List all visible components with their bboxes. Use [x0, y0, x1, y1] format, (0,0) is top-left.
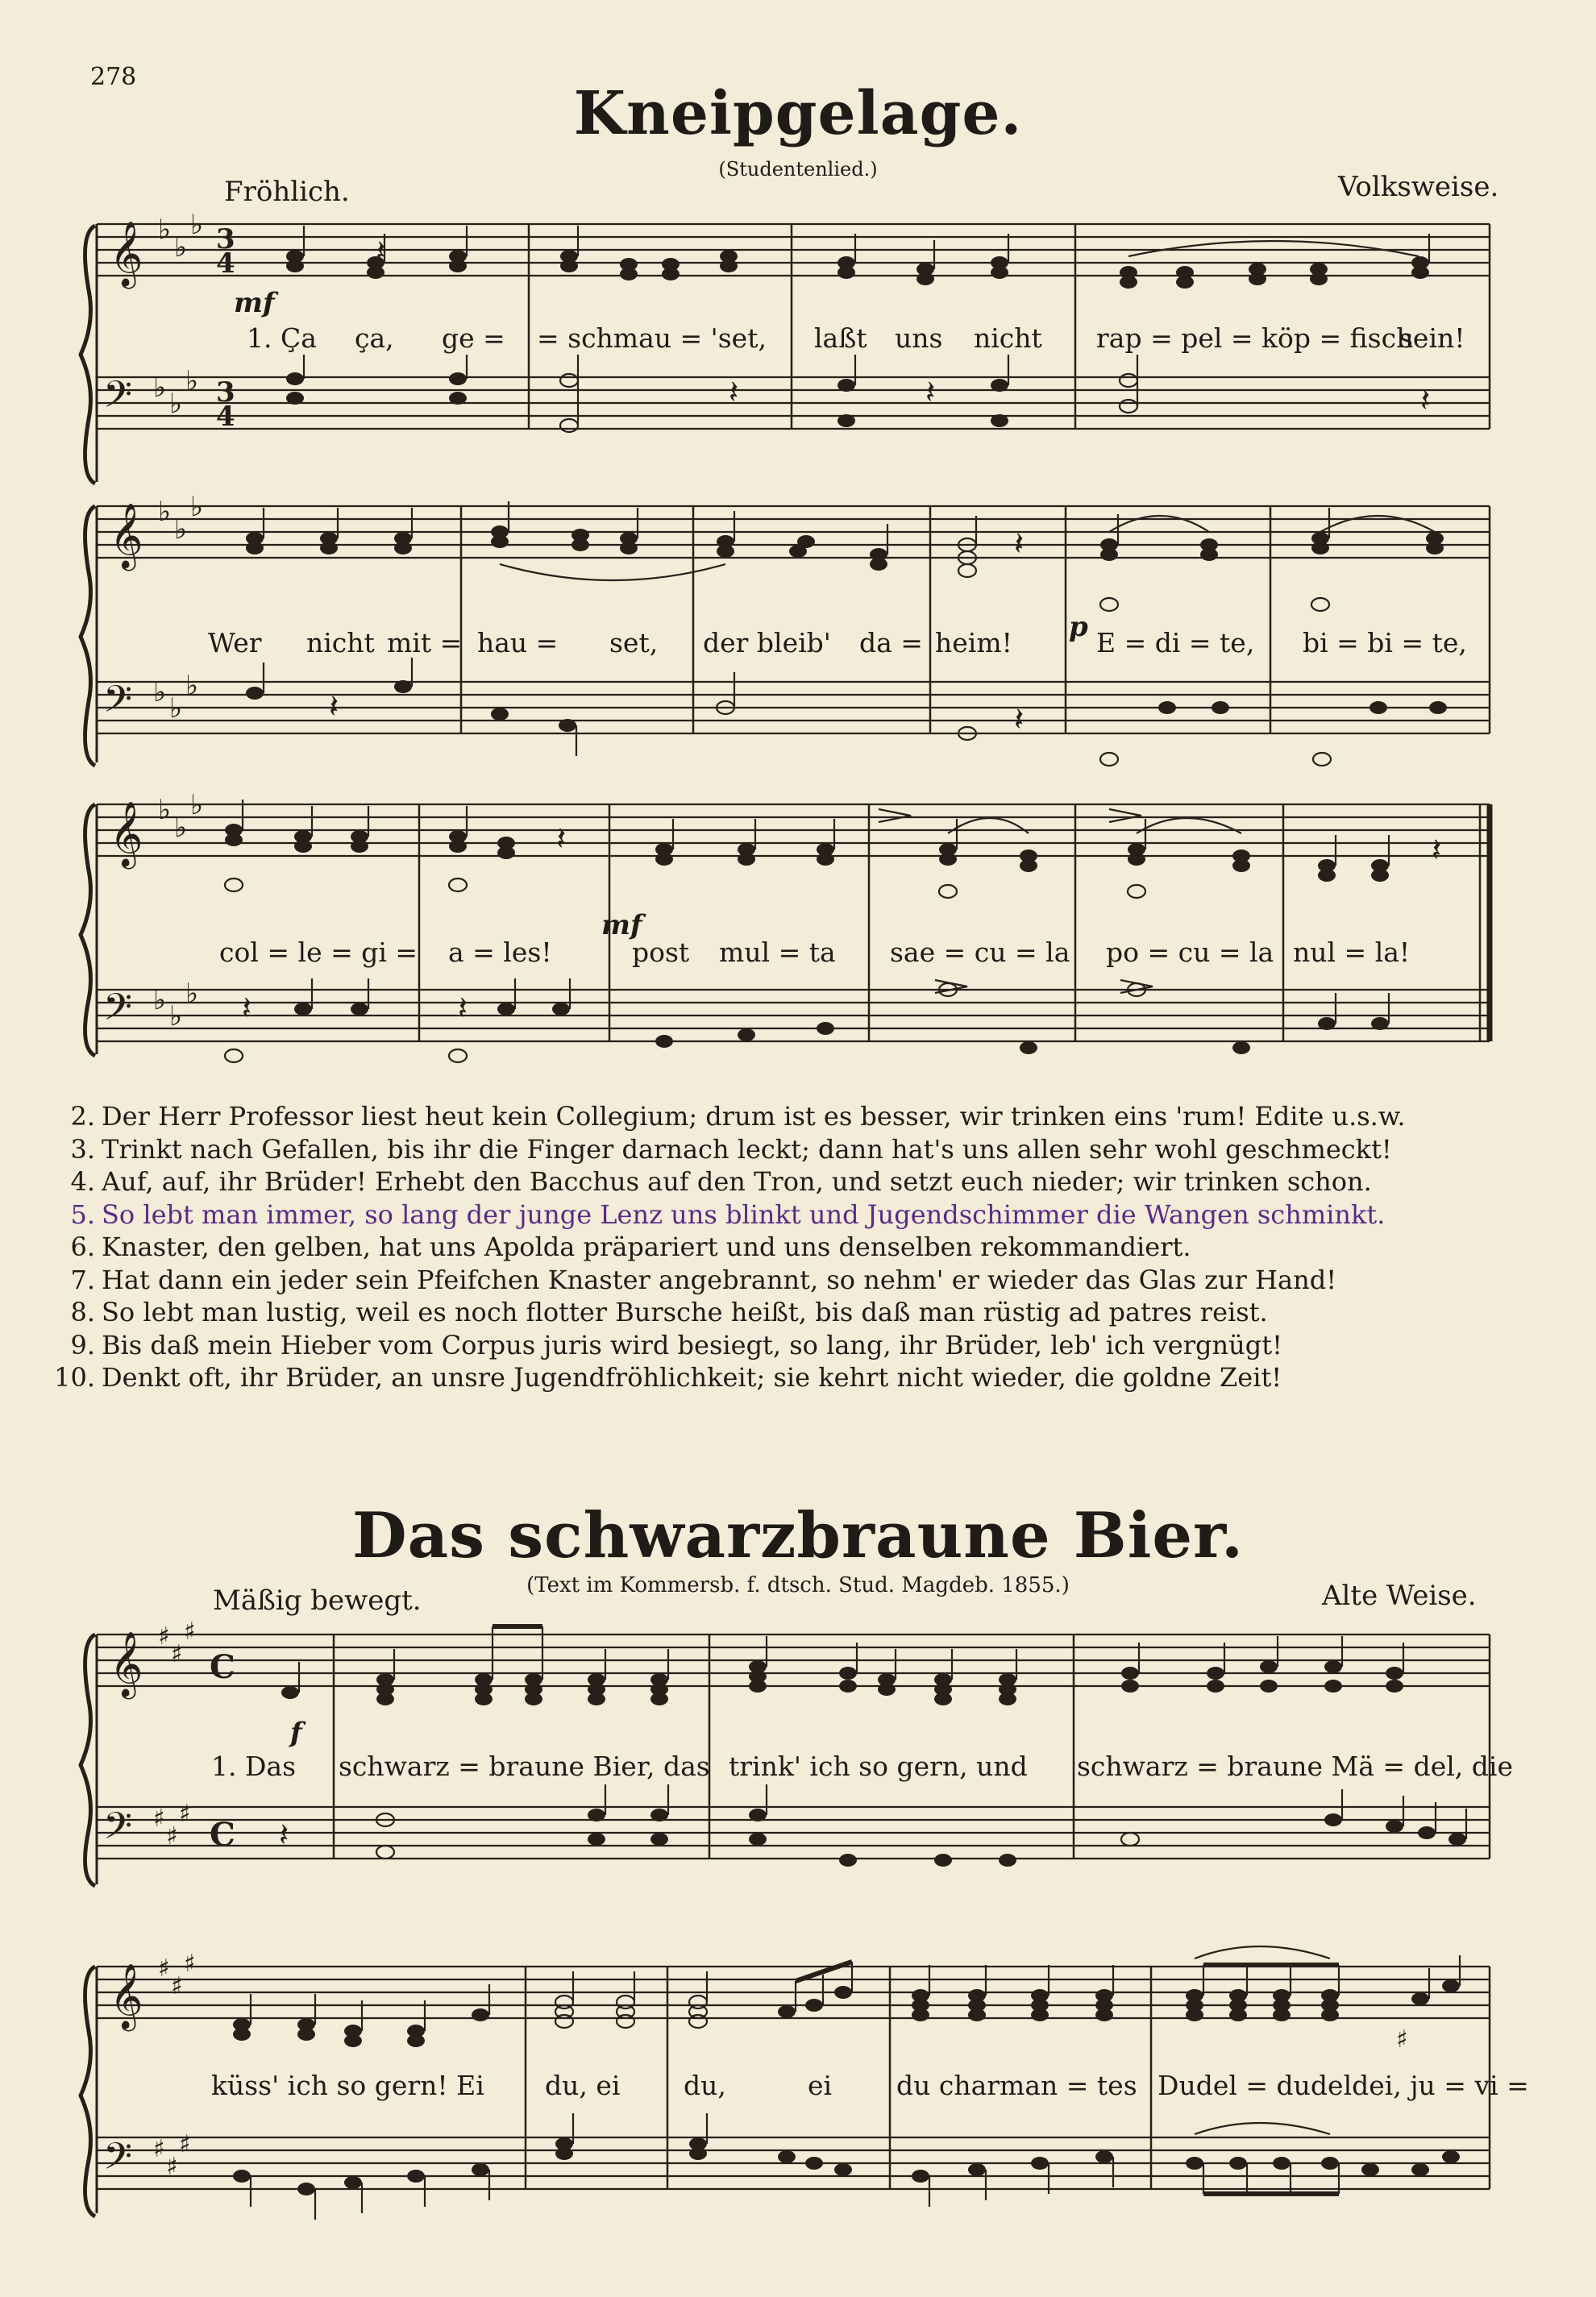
verse-line: 2. Der Herr Professor liest heut kein Collegium; drum ist es besser, wir trinken eins 'rum! Edite u.s.w.: [70, 1101, 1406, 1132]
dynamic-mark: f: [290, 1717, 302, 1749]
lyric-syllable: set,: [609, 627, 659, 658]
svg-text:𝄽: 𝄽: [329, 688, 339, 725]
svg-text:3: 3: [216, 223, 235, 255]
svg-text:C: C: [210, 1816, 235, 1854]
song2-composer: Alte Weise.: [1322, 1580, 1477, 1612]
verse-line: 10. Denkt oft, ihr Brüder, an unsre Jugendfröhlichkeit; sie kehrt nicht wieder, die goldne Zeit!: [54, 1362, 1282, 1393]
svg-text:♭: ♭: [158, 794, 172, 826]
verse-line: 3. Trinkt nach Gefallen, bis ihr die Finger darnach leckt; dann hat's uns allen sehr wohl geschmeckt!: [70, 1133, 1392, 1165]
svg-text:♭: ♭: [185, 978, 199, 1010]
svg-text:𝄽: 𝄽: [729, 374, 739, 411]
song2-tempo: Mäßig bewegt.: [213, 1585, 422, 1617]
lyric-syllable: E = di = te,: [1096, 627, 1255, 658]
lyric-syllable: 1. Ça: [247, 322, 317, 354]
svg-text:♯: ♯: [158, 1954, 170, 1983]
svg-text:𝄽: 𝄽: [242, 990, 252, 1027]
lyric-syllable: mul = ta: [719, 937, 836, 968]
lyric-syllable: Dudel = dudeldei, ju = vi =: [1158, 2070, 1529, 2101]
lyric-syllable: post: [632, 937, 690, 968]
svg-text:𝄽: 𝄽: [458, 990, 468, 1027]
lyric-syllable: rap = pel = köp = fisch: [1096, 322, 1414, 354]
svg-text:♯: ♯: [158, 1622, 170, 1651]
svg-text:♯: ♯: [166, 1822, 178, 1850]
song1-title: Kneipgelage.: [573, 79, 1023, 148]
svg-text:♭: ♭: [190, 491, 204, 523]
svg-text:𝄽: 𝄽: [925, 374, 936, 411]
svg-text:𝄞: 𝄞: [110, 1630, 143, 1697]
lyric-syllable: sein!: [1399, 322, 1465, 354]
svg-text:♭: ♭: [190, 209, 204, 241]
svg-text:♭: ♭: [158, 496, 172, 528]
svg-text:♯: ♯: [184, 1950, 196, 1978]
svg-text:♯: ♯: [1396, 2025, 1408, 2054]
svg-text:♯: ♯: [171, 1972, 183, 2000]
dynamic-mark: mf: [601, 909, 642, 941]
lyric-syllable: du, ei: [545, 2070, 621, 2101]
svg-text:♭: ♭: [185, 670, 199, 702]
lyric-syllable: ge =: [442, 322, 505, 354]
svg-text:♭: ♭: [174, 231, 188, 264]
verse-line: 4. Auf, auf, ihr Brüder! Erhebt den Bacchus auf den Tron, und setzt euch nieder; wir trinken schon.: [70, 1166, 1372, 1197]
lyric-syllable: ei: [808, 2070, 833, 2101]
svg-text:♭: ♭: [169, 388, 183, 420]
lyric-syllable: du charman = tes: [896, 2070, 1137, 2101]
svg-text:𝄢: 𝄢: [103, 1805, 133, 1857]
svg-text:4: 4: [216, 401, 235, 433]
lyric-syllable: der bleib': [703, 627, 831, 658]
song1-tempo: Fröhlich.: [224, 176, 350, 208]
lyric-syllable: bi = bi = te,: [1303, 627, 1467, 658]
svg-text:C: C: [210, 1648, 235, 1686]
song1-composer: Volksweise.: [1338, 171, 1499, 203]
svg-text:♭: ♭: [153, 984, 167, 1016]
svg-text:♭: ♭: [169, 692, 183, 725]
svg-text:𝄽: 𝄽: [556, 820, 567, 858]
lyric-syllable: nicht: [974, 322, 1042, 354]
svg-text:♭: ♭: [158, 214, 172, 246]
lyric-syllable: col = le = gi =: [219, 937, 418, 968]
svg-text:♭: ♭: [169, 1000, 183, 1032]
lyric-syllable: laßt: [814, 322, 867, 354]
svg-text:𝄽: 𝄽: [1432, 832, 1442, 869]
svg-text:♭: ♭: [153, 372, 167, 404]
svg-text:♭: ♭: [174, 513, 188, 546]
svg-text:𝄽: 𝄽: [1014, 525, 1025, 563]
song2-subtitle: (Text im Kommersb. f. dtsch. Stud. Magdeb. 1855.): [526, 1573, 1070, 1597]
svg-text:♭: ♭: [174, 812, 188, 844]
svg-text:3: 3: [216, 376, 235, 409]
lyric-syllable: = schmau = 'set,: [537, 322, 767, 354]
lyric-syllable: küss' ich so gern! Ei: [211, 2070, 484, 2101]
lyric-syllable: uns: [895, 322, 943, 354]
lyric-syllable: Wer: [208, 627, 262, 658]
dynamic-mark: mf: [234, 287, 275, 319]
lyric-syllable: 1. Das: [211, 1751, 297, 1782]
song2-title: Das schwarzbraune Bier.: [351, 1499, 1245, 1572]
svg-text:♯: ♯: [171, 1640, 183, 1668]
svg-text:♯: ♯: [153, 1805, 165, 1833]
svg-text:𝄽: 𝄽: [376, 234, 386, 271]
svg-text:♯: ♯: [153, 2135, 165, 2163]
page-number: 278: [90, 63, 137, 91]
svg-text:𝄞: 𝄞: [110, 502, 143, 568]
svg-text:♯: ♯: [179, 2130, 191, 2158]
lyric-syllable: nicht: [306, 627, 375, 658]
song1-verses: [47, 1100, 1562, 1394]
svg-text:𝄞: 𝄞: [110, 1963, 143, 2029]
svg-text:𝄽: 𝄽: [279, 1817, 289, 1854]
dynamic-mark: p: [1069, 611, 1088, 643]
verse-line: 5. So lebt man immer, so lang der junge Lenz uns blinkt und Jugendschimmer die Wangen schminkt.: [70, 1198, 1386, 1230]
lyric-syllable: schwarz = braune Bier, das: [339, 1751, 710, 1782]
song1-system3: [81, 789, 1490, 1062]
svg-text:𝄞: 𝄞: [110, 220, 143, 286]
svg-text:♯: ♯: [179, 1800, 191, 1828]
lyric-syllable: trink' ich so gern, und: [729, 1751, 1028, 1782]
lyric-syllable: schwarz = braune Mä = del, die: [1077, 1751, 1513, 1782]
verse-line: 7. Hat dann ein jeder sein Pfeifchen Knaster angebrannt, so nehm' er wieder das Glas zur Hand!: [70, 1264, 1337, 1295]
verse-line: 9. Bis daß mein Hieber vom Corpus juris wird besiegt, so lang, ihr Brüder, leb' ich vergnügt!: [70, 1329, 1282, 1360]
svg-text:𝄢: 𝄢: [103, 373, 133, 426]
lyric-syllable: po = cu = la: [1106, 937, 1274, 968]
lyric-syllable: ça,: [355, 322, 394, 354]
lyric-syllable: hau =: [477, 627, 559, 658]
svg-text:4: 4: [216, 247, 235, 280]
lyric-syllable: heim!: [935, 627, 1012, 658]
svg-text:♭: ♭: [153, 676, 167, 708]
svg-text:♭: ♭: [190, 789, 204, 821]
svg-text:𝄽: 𝄽: [1014, 701, 1025, 738]
svg-text:♭: ♭: [185, 365, 199, 397]
lyric-syllable: sae = cu = la: [890, 937, 1070, 968]
lyric-syllable: mit =: [387, 627, 463, 658]
svg-text:♯: ♯: [166, 2153, 178, 2181]
song1-subtitle: (Studentenlied.): [718, 158, 878, 181]
svg-text:𝄽: 𝄽: [1420, 382, 1431, 419]
svg-text:𝄢: 𝄢: [103, 2135, 133, 2187]
svg-text:♯: ♯: [184, 1618, 196, 1646]
svg-text:𝄢: 𝄢: [103, 986, 133, 1038]
lyric-syllable: nul = la!: [1293, 937, 1411, 968]
lyric-syllable: a = les!: [448, 937, 552, 968]
svg-text:𝄢: 𝄢: [103, 678, 133, 730]
svg-text:𝄞: 𝄞: [110, 800, 143, 866]
verse-line: 8. So lebt man lustig, weil es noch flotter Bursche heißt, bis daß man rüstig ad patres reist.: [70, 1297, 1268, 1327]
lyric-syllable: du,: [684, 2070, 726, 2101]
verse-line: 6. Knaster, den gelben, hat uns Apolda präpariert und uns denselben rekommandiert.: [70, 1232, 1191, 1262]
lyric-syllable: da =: [859, 627, 923, 658]
